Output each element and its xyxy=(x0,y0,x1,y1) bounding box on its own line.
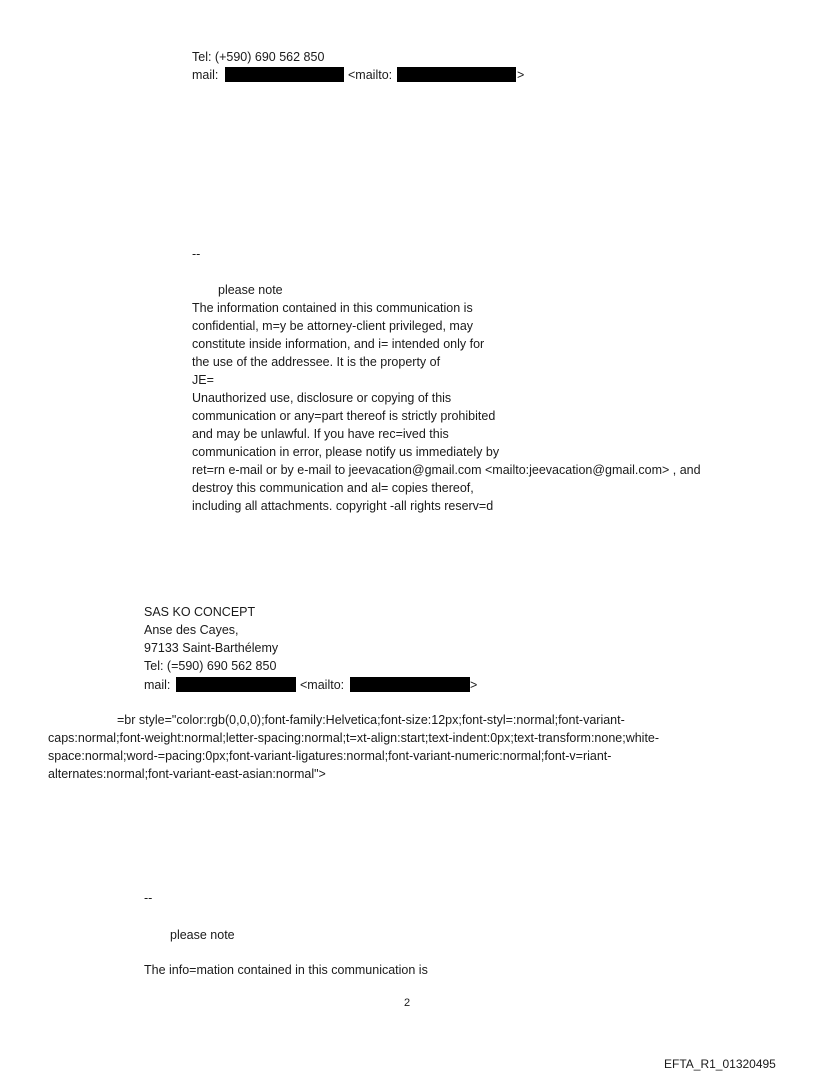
signature-mailto-open: <mailto: xyxy=(300,678,345,692)
page-number: 2 xyxy=(404,997,411,1009)
notice-line: Unauthorized use, disclosure or copying of this xyxy=(192,391,452,405)
notice-line: The info=mation contained in this communication is xyxy=(144,963,428,977)
signature-address-line: Anse des Cayes, xyxy=(144,623,239,637)
separator-dashes: -- xyxy=(192,247,201,261)
notice-line: JE= xyxy=(192,373,214,387)
notice-heading: please note xyxy=(170,928,235,942)
notice-line: ret=rn e-mail or by e-mail to jeevacation@gmail.com <mailto:jeevacation@gmail.com> , and xyxy=(192,463,701,477)
contact-mailto-open: <mailto: xyxy=(348,68,393,82)
redaction-bar xyxy=(176,677,296,692)
notice-line: the use of the addressee. It is the property of xyxy=(192,355,441,369)
document-id: EFTA_R1_01320495 xyxy=(664,1057,776,1071)
contact-mail-label: mail: xyxy=(192,68,219,82)
signature-mail-label: mail: xyxy=(144,678,171,692)
style-dump-line: alternates:normal;font-variant-east-asian:normal"> xyxy=(48,767,326,781)
style-dump-line: =br style="color:rgb(0,0,0);font-family:Helvetica;font-size:12px;font-styl=:normal;font-variant- xyxy=(117,713,625,727)
contact-mailto-close: > xyxy=(517,68,525,82)
redaction-bar xyxy=(225,67,344,82)
signature-address-line: 97133 Saint-Barthélemy xyxy=(144,641,279,655)
signature-mailto-close: > xyxy=(470,678,478,692)
signature-tel: Tel: (=590) 690 562 850 xyxy=(144,659,277,673)
signature-company: SAS KO CONCEPT xyxy=(144,605,256,619)
redaction-bar xyxy=(397,67,516,82)
notice-line: confidential, m=y be attorney-client privileged, may xyxy=(192,319,474,333)
separator-dashes: -- xyxy=(144,891,153,905)
notice-line: destroy this communication and al= copies thereof, xyxy=(192,481,474,495)
notice-line: constitute inside information, and i= intended only for xyxy=(192,337,485,351)
style-dump-line: caps:normal;font-weight:normal;letter-spacing:normal;t=xt-align:start;text-indent:0px;text-transform:none;white- xyxy=(48,731,660,745)
notice-line: The information contained in this communication is xyxy=(192,301,473,315)
notice-line: and may be unlawful. If you have rec=ived this xyxy=(192,427,449,441)
notice-line: including all attachments. copyright -all rights reserv=d xyxy=(192,499,494,513)
notice-line: communication or any=part thereof is strictly prohibited xyxy=(192,409,496,423)
notice-line: communication in error, please notify us immediately by xyxy=(192,445,500,459)
style-dump-line: space:normal;word-=pacing:0px;font-variant-ligatures:normal;font-variant-numeric:normal;font-v=riant- xyxy=(48,749,612,763)
contact-tel: Tel: (+590) 690 562 850 xyxy=(192,50,325,64)
redaction-bar xyxy=(350,677,470,692)
notice-heading: please note xyxy=(218,283,283,297)
